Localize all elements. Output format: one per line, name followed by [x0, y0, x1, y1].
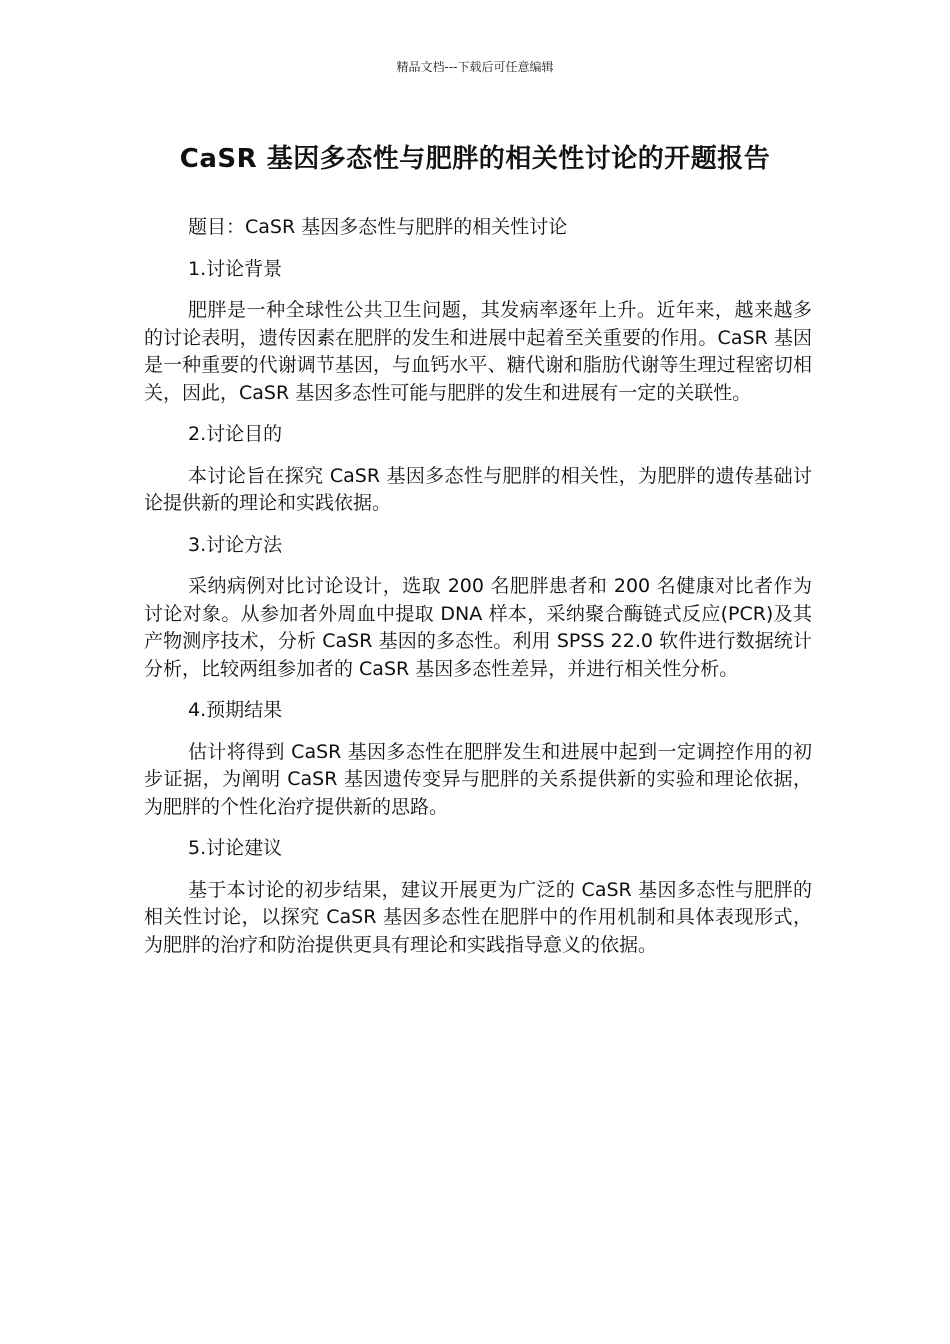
subject-line: 题目：CaSR 基因多态性与肥胖的相关性讨论 [188, 216, 568, 238]
section-heading-suggestions: 5.讨论建议 [188, 837, 283, 859]
section-heading-methods: 3.讨论方法 [188, 533, 283, 556]
section-heading-purpose: 2.讨论目的 [188, 423, 283, 445]
section-heading-expected-results: 4.预期结果 [188, 699, 283, 721]
section-heading-background: 1.讨论背景 [188, 257, 283, 280]
section-body-background: 肥胖是一种全球性公共卫生问题，其发病率逐年上升。近年来，越来越多的讨论表明，遗传因素在肥胖的发生和进展中起着至关重要的作用。CaSR 基因是一种重要的代谢调节基因，与血钙水平、糖代谢和脂肪代谢等生理过程密切相关，因此，CaSR 基因多态性可能与肥胖的发生和进展有一定的关联性。 [144, 299, 812, 404]
section-body-suggestions: 基于本讨论的初步结果，建议开展更为广泛的 CaSR 基因多态性与肥胖的相关性讨论，以探究 CaSR 基因多态性在肥胖中的作用机制和具体表现形式，为肥胖的治疗和防治提供更具有理论和实践指导意义的依据。 [144, 878, 812, 956]
section-body-expected-results: 估计将得到 CaSR 基因多态性在肥胖发生和进展中起到一定调控作用的初步证据，为阐明 CaSR 基因遗传变异与肥胖的关系提供新的实验和理论依据，为肥胖的个性化治疗提供新的思路。 [144, 740, 812, 818]
document-body [144, 214, 812, 973]
section-body-methods: 采纳病例对比讨论设计，选取 200 名肥胖患者和 200 名健康对比者作为讨论对象。从参加者外周血中提取 DNA 样本，采纳聚合酶链式反应(PCR)及其产物测序技术，分析 CaSR 基因的多态性。利用 SPSS 22.0 软件进行数据统计分析，比较两组参加者的 CaSR 基因多态性差异，并进行相关性分析。 [144, 575, 812, 680]
document-title: CaSR 基因多态性与肥胖的相关性讨论的开题报告 [179, 144, 771, 174]
section-body-purpose: 本讨论旨在探究 CaSR 基因多态性与肥胖的相关性，为肥胖的遗传基础讨论提供新的理论和实践依据。 [144, 464, 812, 514]
header-note: 精品文档---下载后可任意编辑 [396, 60, 554, 74]
